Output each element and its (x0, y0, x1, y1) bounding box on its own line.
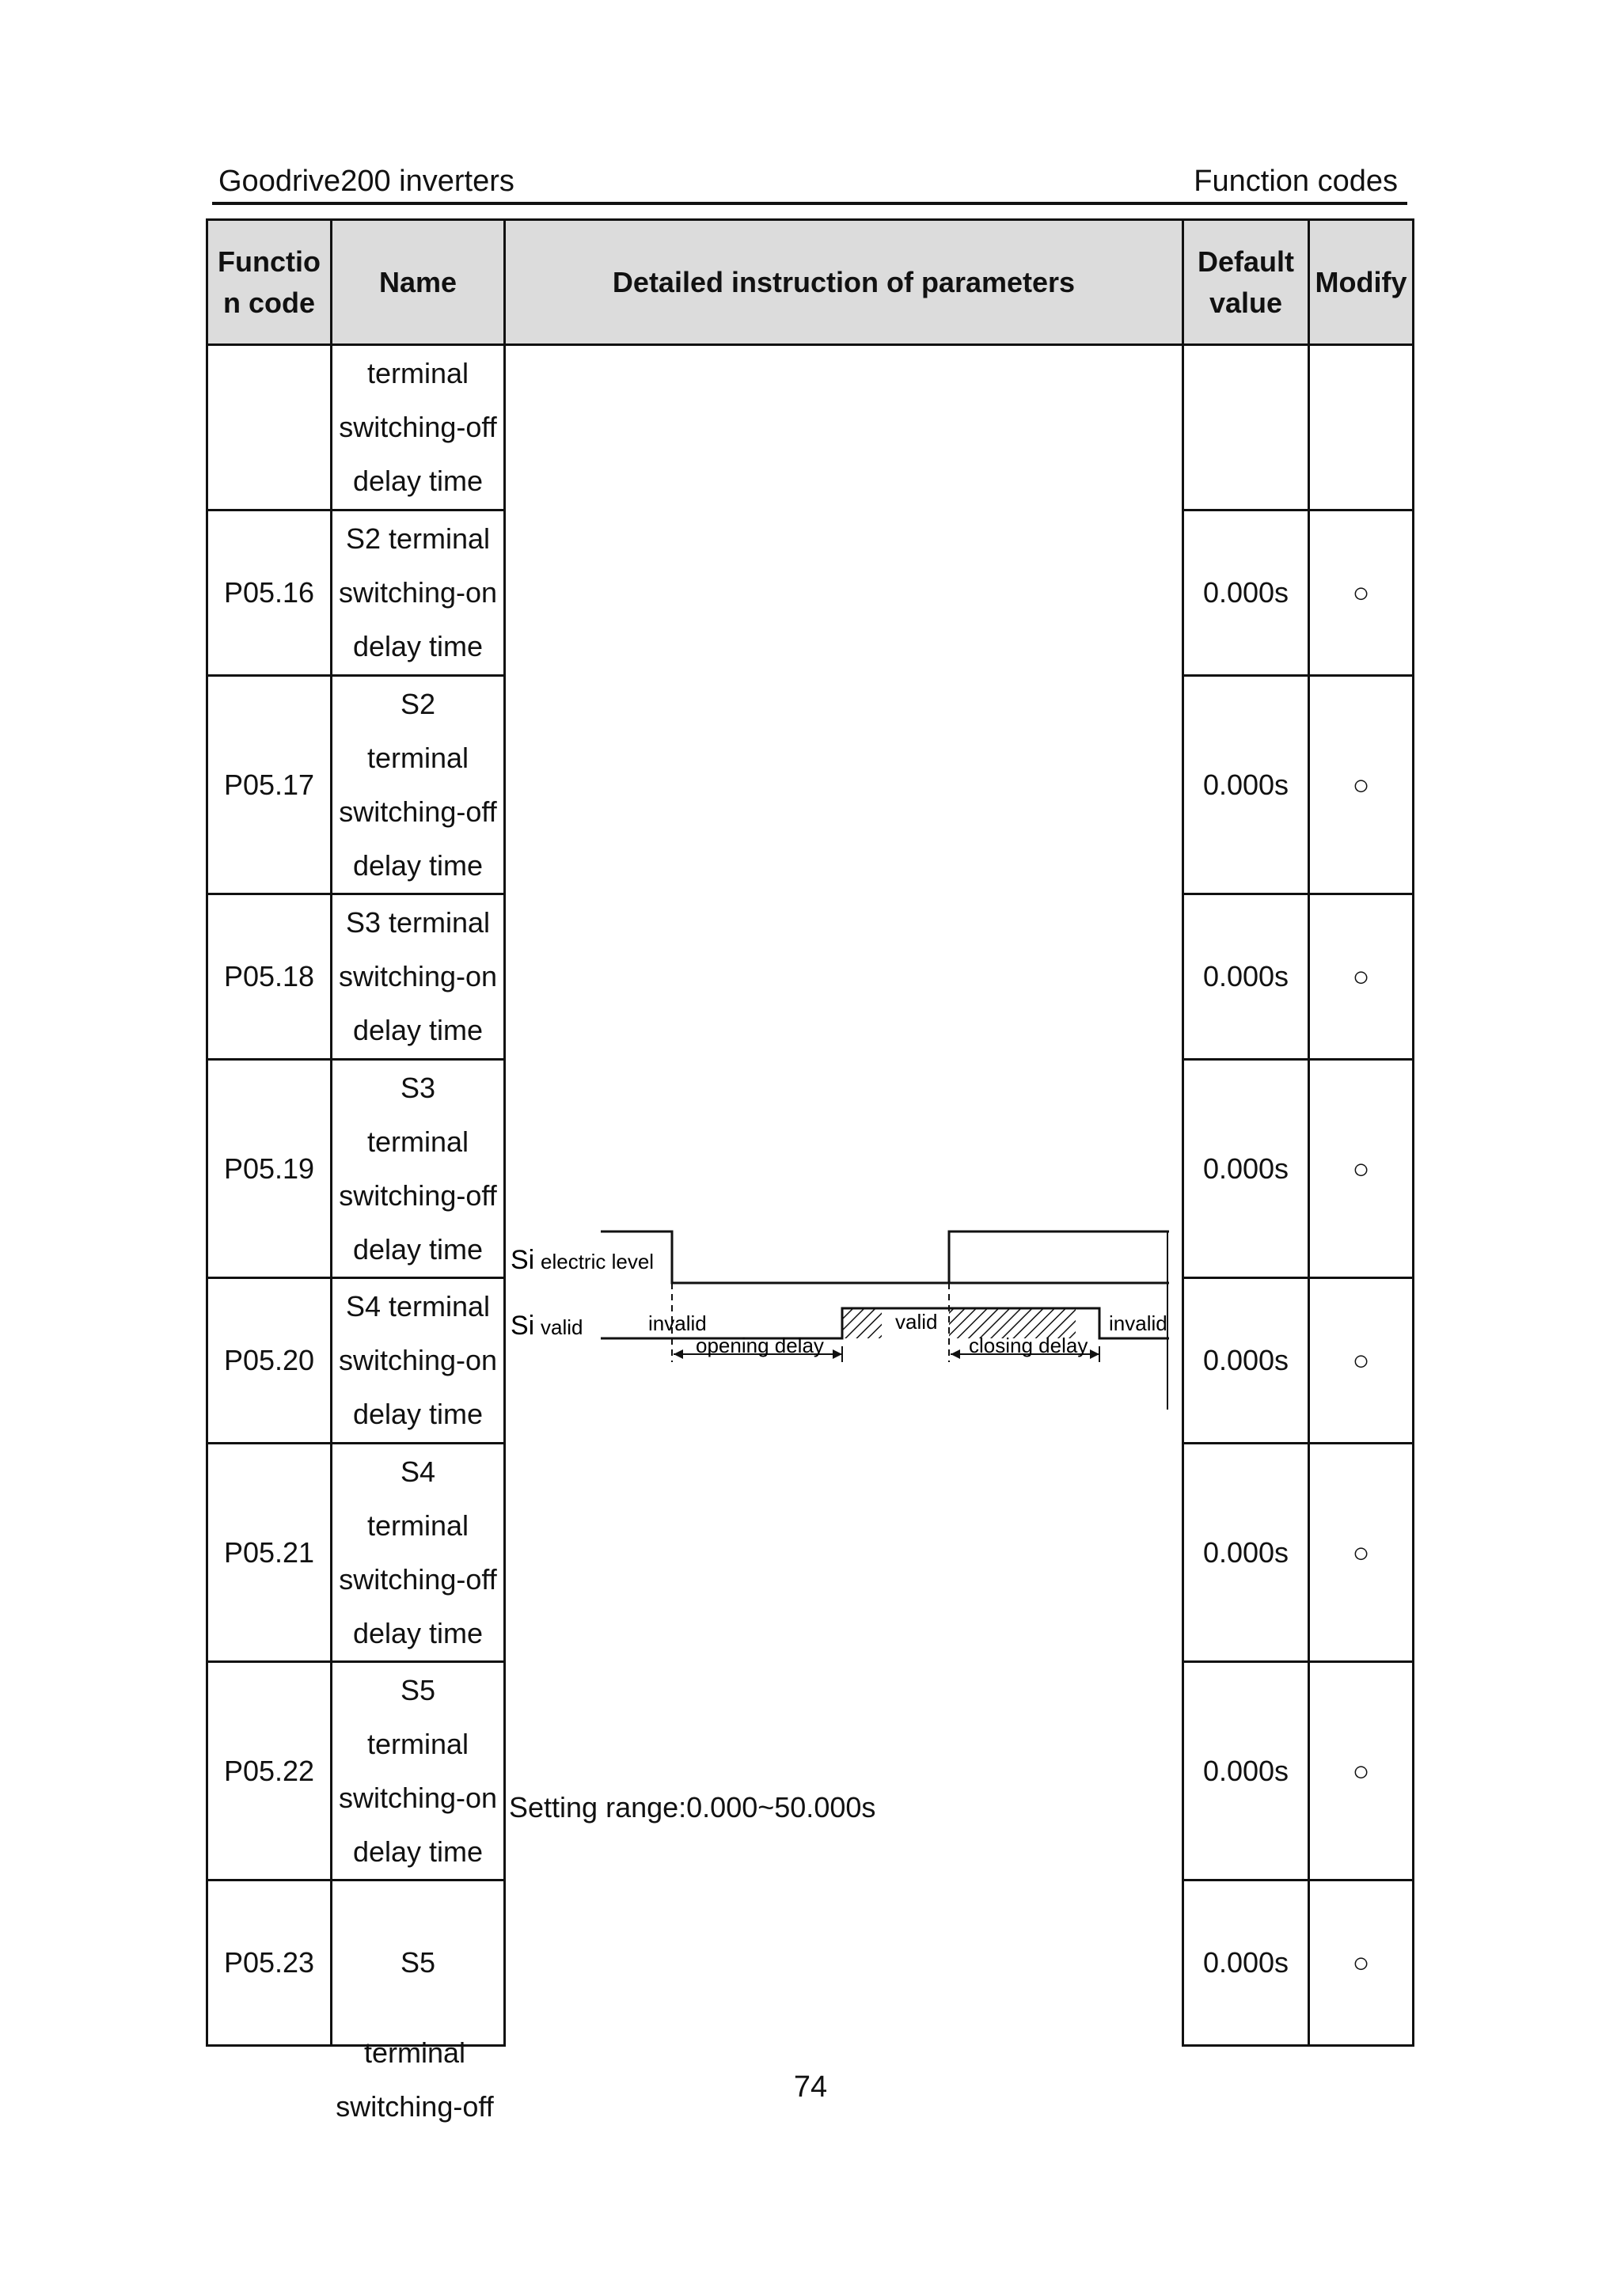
function-code-cell: P05.23 (207, 1880, 332, 2046)
function-code-cell: P05.17 (207, 676, 332, 894)
closing-delay-arrowhead-right (1090, 1349, 1099, 1359)
modify-cell: ○ (1309, 894, 1414, 1060)
function-code-cell: P05.16 (207, 510, 332, 676)
overflow-line: terminal (363, 2036, 466, 2069)
modify-cell: ○ (1309, 1060, 1414, 1278)
electric-level-waveform (601, 1231, 1169, 1283)
parameter-name-cell (332, 676, 505, 894)
modify-cell: ○ (1309, 1444, 1414, 1662)
parameter-name-line: switching-off (339, 795, 497, 828)
parameter-name-line: switching-off (339, 411, 497, 443)
table-header-row (207, 220, 1414, 345)
parameter-name-line: terminal (366, 357, 469, 389)
col-header-code-line2: n code (222, 286, 315, 319)
default-value-cell: 0.000s (1183, 1880, 1309, 2046)
opening-delay-hatch (842, 1308, 882, 1338)
col-header-default (1183, 220, 1309, 345)
default-value-cell: 0.000s (1183, 1060, 1309, 1278)
table-row (207, 345, 1414, 510)
valid-label-middle: valid (895, 1309, 938, 1334)
parameter-name-line: S2 terminal (345, 522, 491, 555)
parameter-name-cell (332, 1444, 505, 1662)
function-code-cell (207, 345, 332, 510)
invalid-label-right: invalid (1109, 1311, 1167, 1335)
parameter-name-line: S2 (400, 687, 436, 720)
default-value-cell: 0.000s (1183, 1278, 1309, 1444)
default-value-cell: 0.000s (1183, 1444, 1309, 1662)
parameter-name-line: delay time (352, 1616, 484, 1649)
parameter-name-cell (332, 894, 505, 1060)
parameter-name-line: terminal (366, 1727, 469, 1760)
parameter-name-line: delay time (352, 465, 484, 497)
invalid-label-left: invalid (648, 1311, 707, 1335)
running-header-right: Function codes (1194, 165, 1398, 198)
parameter-name-line: switching-on (338, 576, 498, 609)
opening-delay-label: opening delay (696, 1333, 824, 1357)
col-header-modify: Modify (1309, 220, 1414, 345)
parameter-name-line: switching-off (339, 1178, 497, 1212)
si-label-top: Si (511, 1244, 535, 1275)
opening-delay-arrowhead-right (833, 1349, 842, 1359)
setting-range-text: Setting range:0.000~50.000s (509, 1790, 876, 1824)
parameter-name-line: S4 (400, 1455, 436, 1488)
electric-level-label: electric level (541, 1249, 655, 1273)
parameter-name-line: switching-on (338, 960, 498, 992)
parameter-name-cell (332, 1880, 505, 2046)
parameter-name-line: S5 (400, 1673, 436, 1706)
modify-cell: ○ (1309, 510, 1414, 676)
parameter-name-line: delay time (352, 1232, 484, 1266)
timing-diagram (506, 1196, 1184, 1417)
parameter-name-line: terminal (366, 1509, 469, 1542)
parameter-name-cell (332, 1060, 505, 1278)
parameter-name-line: switching-off (339, 1562, 497, 1596)
function-code-cell: P05.22 (207, 1662, 332, 1880)
default-value-cell: 0.000s (1183, 676, 1309, 894)
parameter-name-cell (332, 345, 505, 510)
closing-delay-arrowhead-left (951, 1349, 960, 1359)
parameter-name-line: S3 (400, 1071, 436, 1104)
parameter-name-line: delay time (352, 1014, 484, 1046)
col-header-description: Detailed instruction of parameters (505, 220, 1183, 345)
col-header-name: Name (332, 220, 505, 345)
description-cell (505, 345, 1183, 2046)
parameter-name-line: delay time (352, 848, 484, 882)
default-value-cell: 0.000s (1183, 510, 1309, 676)
page-number: 74 (793, 2070, 828, 2104)
opening-delay-arrowhead-left (674, 1349, 683, 1359)
modify-cell: ○ (1309, 1662, 1414, 1880)
default-value-cell: 0.000s (1183, 1662, 1309, 1880)
parameter-name-line: delay time (352, 630, 484, 662)
default-value-cell: 0.000s (1183, 894, 1309, 1060)
parameter-table (206, 218, 1414, 2047)
closing-delay-label: closing delay (969, 1333, 1088, 1357)
running-header-left: Goodrive200 inverters (218, 165, 514, 198)
modify-cell (1309, 345, 1414, 510)
si-label-bottom: Si (511, 1310, 535, 1341)
parameter-name-cell (332, 1662, 505, 1880)
parameter-name-line: delay time (352, 1398, 484, 1430)
modify-cell: ○ (1309, 1880, 1414, 2046)
header-rule (212, 202, 1407, 205)
col-header-default-line1: Default (1197, 245, 1294, 278)
function-code-cell: P05.20 (207, 1278, 332, 1444)
modify-cell: ○ (1309, 676, 1414, 894)
function-code-cell: P05.18 (207, 894, 332, 1060)
parameter-name-line: S3 terminal (345, 906, 491, 939)
function-code-cell: P05.21 (207, 1444, 332, 1662)
parameter-name-cell (332, 510, 505, 676)
parameter-name-line: S4 terminal (345, 1290, 491, 1323)
overflow-line: switching-off (336, 2090, 494, 2123)
default-value-cell (1183, 345, 1309, 510)
parameter-name-line: terminal (366, 1125, 469, 1158)
col-header-code (207, 220, 332, 345)
parameter-name-line: S5 (400, 1946, 436, 1979)
parameter-name-line: switching-on (338, 1781, 498, 1814)
parameter-table-wrapper (206, 218, 1412, 2047)
parameter-name-line: terminal (366, 741, 469, 774)
modify-cell: ○ (1309, 1278, 1414, 1444)
parameter-name-cell (332, 1278, 505, 1444)
parameter-name-line: switching-on (338, 1344, 498, 1376)
col-header-default-line2: value (1209, 286, 1283, 319)
function-code-cell: P05.19 (207, 1060, 332, 1278)
parameter-name-line: delay time (352, 1835, 484, 1868)
col-header-code-line1: Functio (218, 245, 321, 278)
valid-side-label: valid (541, 1315, 583, 1339)
